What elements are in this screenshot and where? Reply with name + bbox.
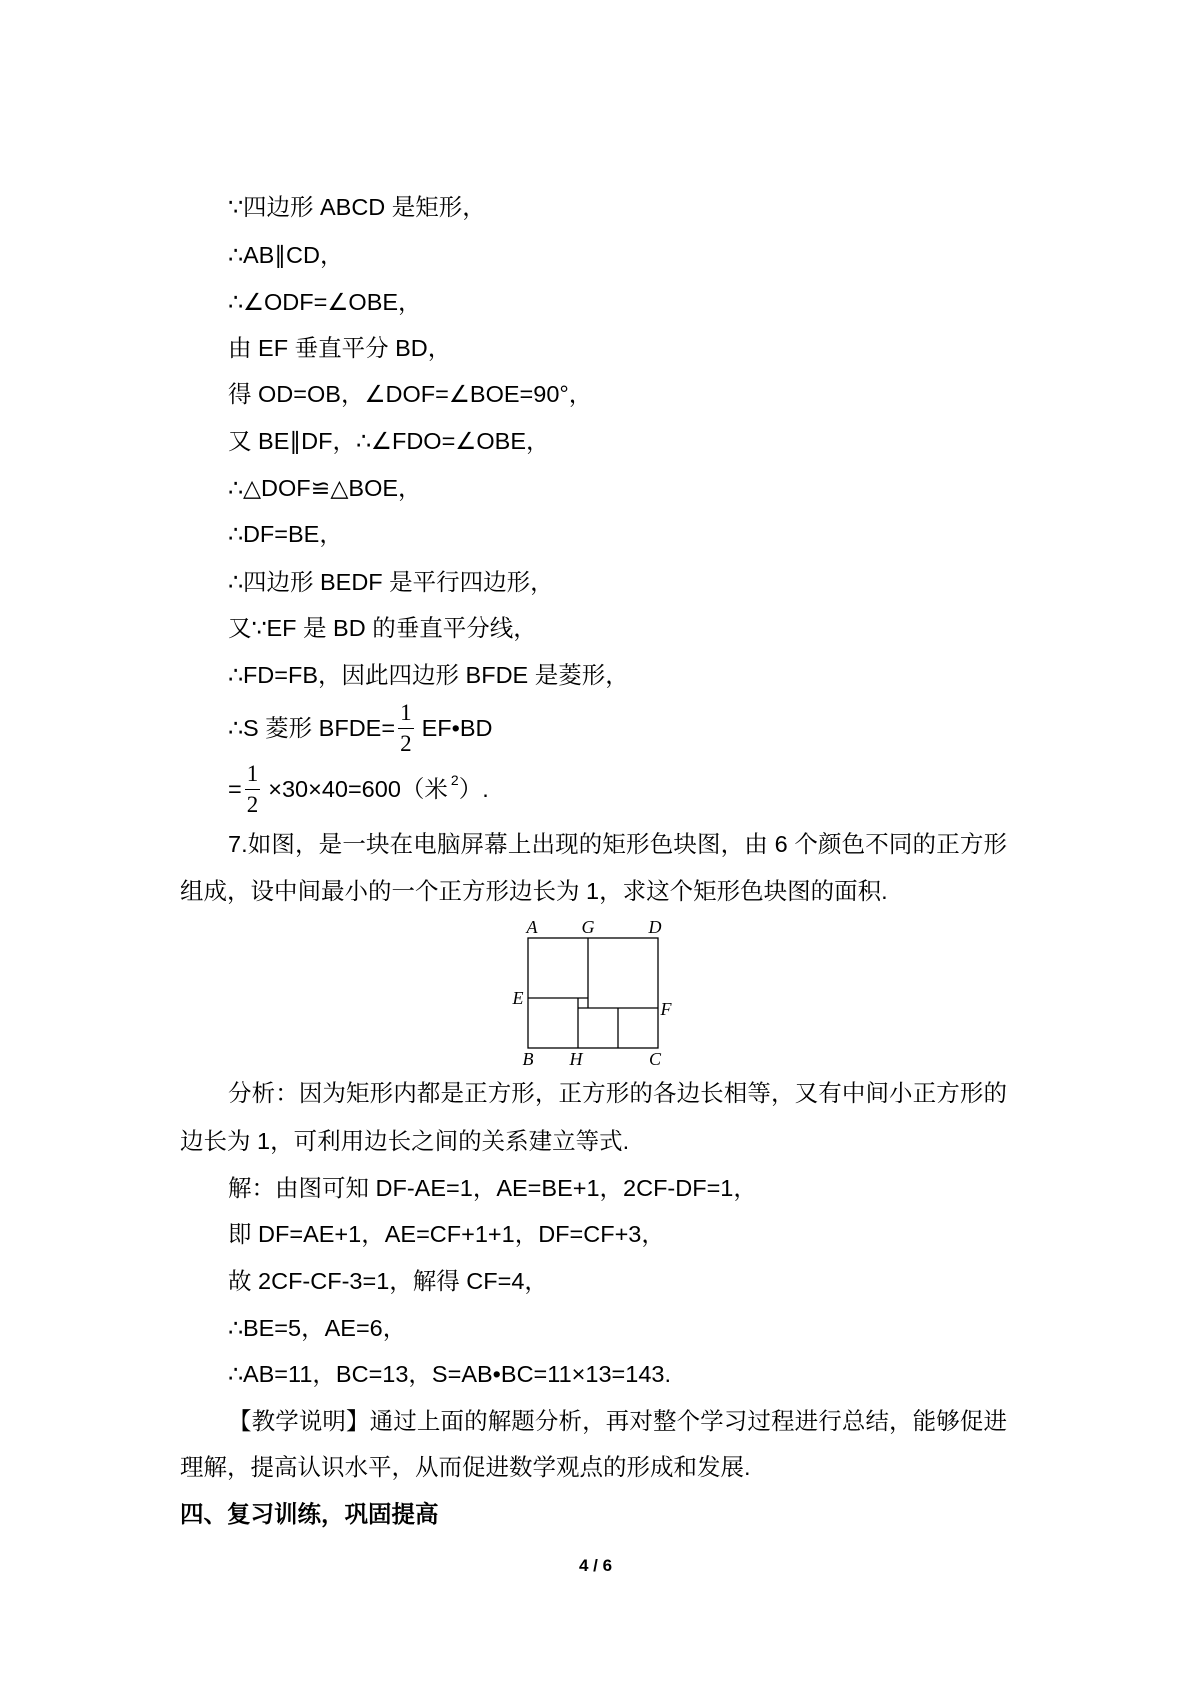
fraction-denominator: 2 (245, 789, 261, 820)
area-result-tail: ）. (458, 776, 489, 802)
problem-7-statement-line: 组成，设中间最小的一个正方形边长为 1，求这个矩形色块图的面积. (180, 878, 888, 904)
proof-line: ∴AB∥CD， (228, 242, 344, 268)
fraction-numerator: 1 (246, 760, 259, 786)
section-heading: 四、复习训练，巩固提高 (180, 1501, 439, 1527)
analysis-line: 边长为 1，可利用边长之间的关系建立等式. (180, 1128, 630, 1154)
solution-line: ∴AB=11，BC=13，S=AB•BC=11×13=143. (228, 1361, 671, 1387)
proof-line: 又 BE∥DF，∴∠FDO=∠OBE， (228, 428, 550, 454)
page-number: 4 / 6 (578, 1556, 613, 1575)
figure-label-B: B (522, 1049, 534, 1069)
analysis-line: 分析：因为矩形内都是正方形，正方形的各边长相等，又有中间小正方形的 (228, 1080, 1007, 1106)
solution-line: 解：由图可知 DF-AE=1，AE=BE+1，2CF-DF=1， (228, 1175, 757, 1201)
solution-line: 即 DF=AE+1，AE=CF+1+1，DF=CF+3， (228, 1221, 665, 1247)
proof-line: 由 EF 垂直平分 BD， (228, 335, 452, 361)
proof-line: 得 OD=OB，∠DOF=∠BOE=90°， (228, 381, 593, 407)
figure-label-C: C (648, 1049, 662, 1069)
teaching-note-line: 【教学说明】通过上面的解题分析，再对整个学习过程进行总结，能够促进 (228, 1408, 1007, 1434)
area-unit-superscript: 2 (450, 772, 459, 788)
figure-label-H: H (569, 1049, 583, 1069)
rectangle-squares-diagram (500, 910, 690, 1075)
figure-label-A: A (526, 917, 538, 937)
area-formula-line (228, 697, 493, 759)
area-result-suffix: ×30×40=600（米 (268, 776, 448, 802)
fraction (245, 759, 261, 820)
figure-label-G: G (581, 917, 595, 937)
problem-7-statement-line: 7.如图，是一块在电脑屏幕上出现的矩形色块图，由 6 个颜色不同的正方形 (228, 831, 1007, 857)
area-formula-prefix: ∴S 菱形 BFDE= (228, 715, 396, 741)
proof-line: 又∵EF 是 BD 的垂直平分线， (228, 615, 537, 641)
area-result-line (228, 758, 489, 820)
proof-line: ∵四边形 ABCD 是矩形， (228, 194, 486, 220)
proof-line: ∴∠ODF=∠OBE， (228, 289, 422, 315)
figure-label-E: E (512, 988, 524, 1008)
fraction (398, 698, 414, 759)
outer-rectangle-ABCD (528, 938, 658, 1048)
area-result-prefix: = (228, 776, 242, 802)
teaching-note-line: 理解，提高认识水平，从而促进数学观点的形成和发展. (180, 1454, 751, 1480)
proof-line: ∴DF=BE， (228, 521, 343, 547)
area-formula-suffix: EF•BD (421, 715, 493, 741)
solution-line: ∴BE=5，AE=6， (228, 1315, 407, 1341)
figure-label-D: D (648, 917, 662, 937)
fraction-denominator: 2 (398, 728, 414, 759)
proof-line: ∴△DOF≌△BOE， (228, 475, 422, 501)
proof-line: ∴四边形 BEDF 是平行四边形， (228, 569, 554, 595)
solution-line: 故 2CF-CF-3=1，解得 CF=4， (228, 1268, 548, 1294)
fraction-numerator: 1 (400, 699, 412, 725)
proof-line: ∴FD=FB，因此四边形 BFDE 是菱形， (228, 662, 629, 688)
figure-label-F: F (660, 999, 672, 1019)
